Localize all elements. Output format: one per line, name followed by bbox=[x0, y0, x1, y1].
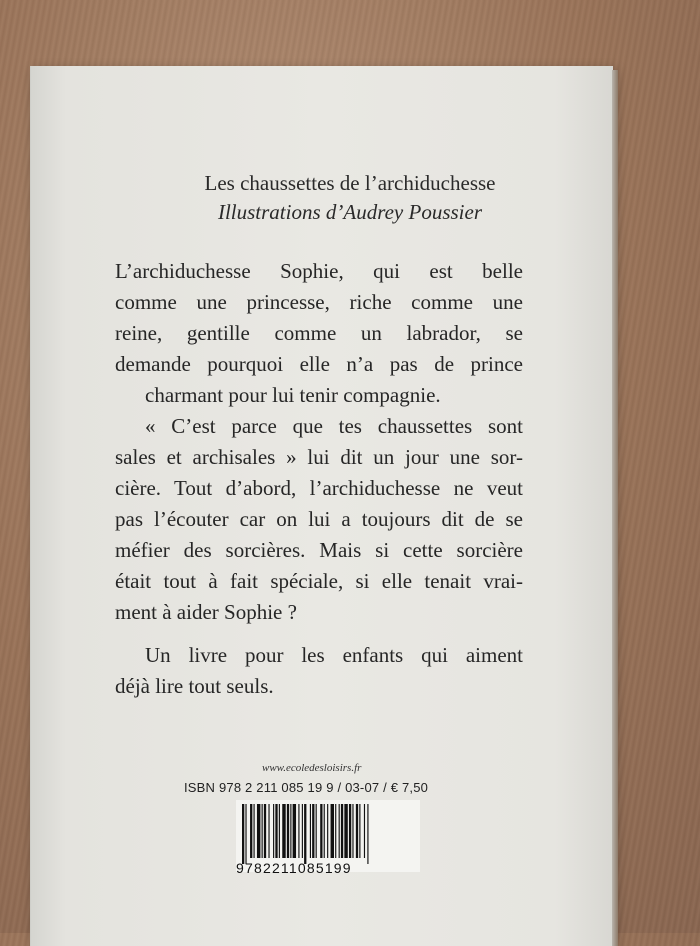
publisher-website: www.ecoledesloisirs.fr bbox=[262, 762, 362, 774]
barcode-bar bbox=[349, 804, 351, 858]
barcode-bar bbox=[316, 804, 317, 858]
barcode-bar bbox=[257, 804, 260, 858]
barcode-bar bbox=[341, 804, 343, 858]
barcode-bar bbox=[304, 804, 306, 864]
blurb-line: reine, gentille comme un labrador, se bbox=[115, 321, 523, 345]
blurb-line: Un livre pour les enfants qui aiment bbox=[145, 643, 523, 667]
book-subtitle: Illustrations d’Audrey Poussier bbox=[217, 200, 483, 224]
barcode-bar bbox=[320, 804, 322, 858]
barcode-bar bbox=[273, 804, 274, 858]
barcode-bar bbox=[282, 804, 285, 858]
barcode-bar bbox=[302, 804, 303, 858]
barcode-bar bbox=[324, 804, 325, 858]
barcode-bar bbox=[250, 804, 252, 858]
barcode-bar bbox=[367, 804, 368, 864]
barcode-bar bbox=[310, 804, 311, 858]
blurb-line: sales et archisales » lui dit un jour une sor- bbox=[115, 445, 523, 469]
barcode-bar bbox=[298, 804, 299, 858]
barcode-bar bbox=[290, 804, 291, 858]
barcode-bar bbox=[327, 804, 328, 858]
barcode-bar bbox=[264, 804, 266, 858]
book-title: Les chaussettes de l’archiduchesse bbox=[204, 171, 496, 195]
blurb-paragraph-2 bbox=[115, 411, 523, 628]
barcode-bar bbox=[344, 804, 347, 858]
barcode-bar bbox=[242, 804, 244, 864]
barcode-digits: 9782211085199 bbox=[236, 860, 352, 876]
barcode-bar bbox=[268, 804, 269, 858]
barcode-bar bbox=[293, 804, 296, 858]
barcode-bar bbox=[245, 804, 246, 864]
barcode-bar bbox=[275, 804, 277, 858]
blurb-line: était tout à fait spéciale, si elle tenait vrai- bbox=[115, 569, 523, 593]
blurb-line: demande pourquoi elle n’a pas de prince bbox=[115, 352, 523, 376]
barcode-bar bbox=[312, 804, 314, 858]
barcode-bar bbox=[331, 804, 334, 858]
blurb-line: ment à aider Sophie ? bbox=[115, 600, 297, 624]
blurb-paragraph-3 bbox=[115, 640, 523, 702]
barcode-bar bbox=[254, 804, 255, 858]
blurb-line: L’archiduchesse Sophie, qui est belle bbox=[115, 259, 523, 283]
barcode-bar bbox=[352, 804, 353, 858]
barcode-bar bbox=[279, 804, 280, 858]
barcode-bar bbox=[356, 804, 358, 858]
blurb-line: cière. Tout d’abord, l’archiduchesse ne veut bbox=[115, 476, 523, 500]
blurb-paragraph-1 bbox=[115, 256, 523, 411]
blurb-line: charmant pour lui tenir compagnie. bbox=[145, 383, 441, 407]
barcode-bar bbox=[339, 804, 340, 858]
blurb-line: pas l’écouter car on lui a toujours dit de se bbox=[115, 507, 523, 531]
blurb-line: méfier des sorcières. Mais si cette sorcière bbox=[115, 538, 523, 562]
barcode-bar bbox=[359, 804, 360, 858]
blurb-line: « C’est parce que tes chaussettes sont bbox=[145, 414, 523, 438]
blurb-line: comme une princesse, riche comme une bbox=[115, 290, 523, 314]
barcode-bar bbox=[287, 804, 289, 858]
isbn-price-line: ISBN 978 2 211 085 19 9 / 03-07 / € 7,50 bbox=[184, 780, 429, 795]
barcode-bar bbox=[262, 804, 263, 858]
blurb-line: déjà lire tout seuls. bbox=[115, 674, 274, 698]
barcode-bar bbox=[364, 804, 365, 858]
barcode-bar bbox=[335, 804, 336, 858]
